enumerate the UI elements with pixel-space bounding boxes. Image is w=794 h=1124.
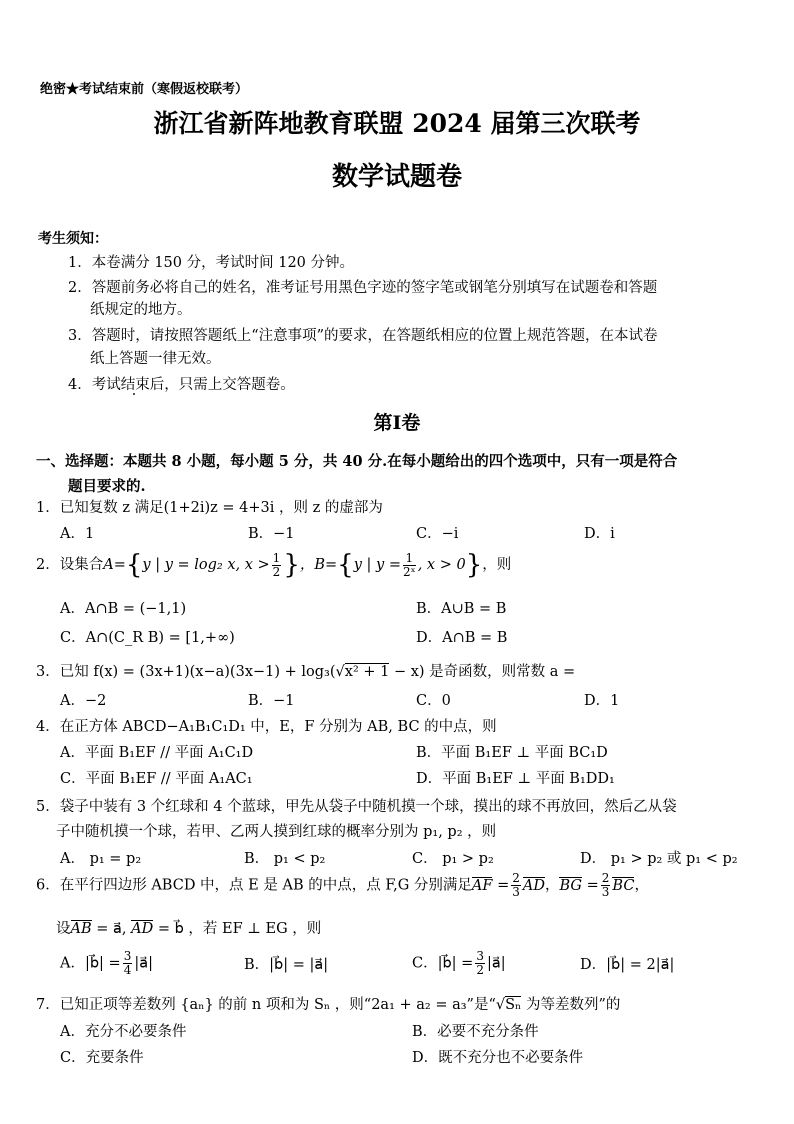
question-5-line-1: 5．袋子中装有 3 个红球和 4 个蓝球，甲先从袋子中随机摸一个球，摸出的球不再放回，然后乙从袋 — [36, 799, 677, 815]
section-heading: 一、选择题：本题共 8 小题，每小题 5 分，共 40 分.在每小题给出的四个选项中，只有一项是符合 — [36, 453, 678, 470]
question-2-option-d: D．A∩B = B — [416, 630, 508, 646]
question-3-stem: 3．已知 f(x) = (3x+1)(x−a)(3x−1) + log₃(√x² + 1 − x) 是奇函数，则常数 a = — [36, 664, 576, 680]
question-7-stem: 7．已知正项等差数列 {aₙ} 的前 n 项和为 Sₙ ，则“2a₁ + a₂ = a₃”是“√Sₙ 为等差数列”的 — [36, 997, 621, 1013]
notice-item-1: 1．本卷满分 150 分，考试时间 120 分钟。 — [68, 255, 355, 271]
question-1-option-d: D．i — [584, 526, 615, 542]
question-2-stem: 2．设集合A={y | y = log₂ x, x > $\frac{1}{2}$ }，B={y | y = $\frac{1}{\text{2ˣ}}$ , x > 0}，则 — [36, 550, 512, 580]
question-7-option-a: A．充分不必要条件 — [60, 1024, 187, 1040]
notice-item-2-cont: 纸规定的地方。 — [90, 302, 192, 318]
exam-subtitle: 数学试题卷 — [331, 162, 462, 192]
notice-heading: 考生须知： — [38, 231, 108, 247]
question-3-option-a: A．−2 — [60, 693, 107, 709]
stray-dot — [133, 393, 135, 395]
question-5-option-d: D． p₁ > p₂ 或 p₁ < p₂ — [580, 851, 738, 867]
question-1-option-c: C．−i — [416, 526, 459, 542]
question-1-option-a: A．1 — [60, 526, 95, 542]
exam-title: 浙江省新阵地教育联盟 2024 届第三次联考 — [153, 109, 641, 138]
question-5-line-2: 子中随机摸一个球，若甲、乙两人摸到红球的概率分别为 p₁, p₂ ，则 — [56, 824, 497, 840]
notice-item-2: 2．答题前务必将自己的姓名，准考证号用黑色字迹的签字笔或钢笔分别填写在试题卷和答题 — [68, 280, 658, 296]
notice-item-3-cont: 纸上答题一律无效。 — [90, 351, 221, 367]
question-2-option-a: A．A∩B = (−1,1) — [60, 601, 187, 617]
question-2-option-b: B．A∪B = B — [416, 601, 507, 617]
question-3-option-d: D．1 — [584, 693, 620, 709]
question-2-option-c: C．A∩(C_R B) = [1,+∞) — [60, 630, 235, 646]
question-6-option-a: A．|b⃗| = $\frac{3}{4}$ |a⃗| — [60, 949, 154, 977]
question-1-option-b: B．−1 — [248, 526, 295, 542]
question-6-option-b: B．|b⃗| = |a⃗| — [244, 957, 329, 973]
question-4-option-c: C．平面 B₁EF // 平面 A₁AC₁ — [60, 771, 253, 787]
section-heading-cont: 题目要求的. — [68, 478, 146, 495]
question-4-option-d: D．平面 B₁EF ⊥ 平面 B₁DD₁ — [416, 771, 615, 787]
notice-item-4: 4．考试结束后，只需上交答题卷。 — [68, 377, 295, 393]
question-3-option-c: C．0 — [416, 693, 451, 709]
question-6-line-2: 设AB = a⃗, AD = b⃗ ，若 EF ⊥ EG ，则 — [56, 921, 322, 937]
confidential-label: 绝密★考试结束前（寒假返校联考） — [40, 82, 249, 97]
question-7-option-c: C．充要条件 — [60, 1050, 144, 1066]
question-6-option-c: C．|b⃗| = $\frac{3}{2}$ |a⃗| — [412, 949, 506, 977]
question-1-stem: 1．已知复数 z 满足(1+2i)z = 4+3i ，则 z 的虚部为 — [36, 500, 383, 516]
question-5-option-c: C． p₁ > p₂ — [412, 851, 494, 867]
question-7-option-d: D．既不充分也不必要条件 — [412, 1050, 584, 1066]
question-7-option-b: B．必要不充分条件 — [412, 1024, 539, 1040]
question-5-option-a: A． p₁ = p₂ — [60, 851, 142, 867]
question-5-option-b: B． p₁ < p₂ — [244, 851, 326, 867]
question-6-option-d: D．|b⃗| = 2|a⃗| — [580, 957, 675, 973]
question-6-line-1: 6．在平行四边形 ABCD 中，点 E 是 AB 的中点，点 F,G 分别满足AF = $\frac{2}{3}$ AD，BG = $\frac{2}{3}$ BC， — [36, 871, 649, 899]
question-3-option-b: B．−1 — [248, 693, 295, 709]
question-4-option-b: B．平面 B₁EF ⊥ 平面 BC₁D — [416, 745, 608, 761]
question-4-stem: 4．在正方体 ABCD−A₁B₁C₁D₁ 中，E，F 分别为 AB, BC 的中点，则 — [36, 719, 497, 735]
notice-item-3: 3．答题时，请按照答题纸上“注意事项”的要求，在答题纸相应的位置上规范答题，在本试卷 — [68, 328, 658, 344]
question-4-option-a: A．平面 B₁EF // 平面 A₁C₁D — [60, 745, 254, 761]
volume-heading: 第Ⅰ卷 — [373, 412, 421, 434]
